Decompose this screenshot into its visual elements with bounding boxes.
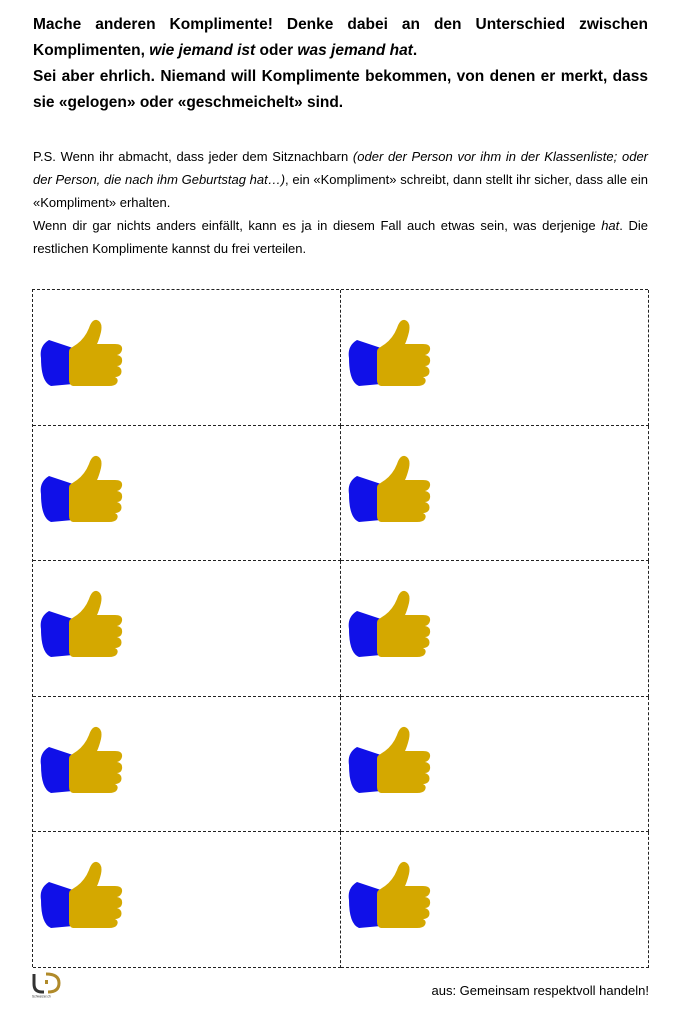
publisher-logo-icon xyxy=(31,972,63,998)
thumbs-up-icon xyxy=(347,589,433,659)
thumbs-up-icon xyxy=(39,860,125,930)
hint-text: Wenn dir gar nichts anders einfällt, kann es ja in diesem Fall auch etwas sein, was derjenige xyxy=(33,218,602,233)
ps-paragraph xyxy=(33,145,648,214)
thumbs-up-icon xyxy=(39,725,125,795)
instruction-text: oder xyxy=(255,42,298,59)
compliment-card xyxy=(33,426,341,562)
compliment-card xyxy=(341,697,649,833)
compliment-card xyxy=(33,697,341,833)
logo-caption: Schweizer.ch xyxy=(32,994,51,998)
instruction-paragraph-2: Sei aber ehrlich. Niemand will Komplimente bekommen, von denen er merkt, dass sie «gelogen» oder «geschmeichelt» sind. xyxy=(33,68,648,111)
thumbs-up-icon xyxy=(39,589,125,659)
hint-text: . Die restlichen Komplimente kannst du frei verteilen. xyxy=(33,218,648,256)
compliment-card xyxy=(341,561,649,697)
thumbs-up-icon xyxy=(347,725,433,795)
instructions xyxy=(33,12,648,116)
compliment-card-grid xyxy=(32,289,648,967)
instruction-emphasis-was: was jemand hat xyxy=(297,42,413,59)
source-credit: aus: Gemeinsam respektvoll handeln! xyxy=(431,983,649,998)
ps-note xyxy=(33,145,648,260)
instruction-text: Mache anderen Komplimente! Denke dabei an den Unterschied zwischen Komplimenten, xyxy=(33,16,648,59)
thumbs-up-icon xyxy=(39,454,125,524)
compliment-card xyxy=(341,290,649,426)
thumbs-up-icon xyxy=(347,454,433,524)
compliment-card xyxy=(33,832,341,968)
instruction-paragraph-1 xyxy=(33,12,648,64)
ps-text: P.S. Wenn ihr abmacht, dass jeder dem Sitznachbarn xyxy=(33,149,353,164)
compliment-card xyxy=(33,290,341,426)
instruction-emphasis-wie: wie jemand ist xyxy=(149,42,256,59)
compliment-card xyxy=(341,426,649,562)
thumbs-up-icon xyxy=(347,318,433,388)
ps-text: , ein «Kompliment» schreibt, dann stellt ihr sicher, dass alle ein «Kompliment» erhalten. xyxy=(33,172,648,210)
compliment-card xyxy=(341,832,649,968)
ps-emphasis: (oder der Person vor ihm in der Klassenliste; oder der Person, die nach ihm Geburtstag hat…) xyxy=(33,149,649,187)
hint-paragraph xyxy=(33,214,648,260)
thumbs-up-icon xyxy=(347,860,433,930)
compliment-card xyxy=(33,561,341,697)
hint-emphasis: hat xyxy=(601,218,620,233)
thumbs-up-icon xyxy=(39,318,125,388)
instruction-text: . xyxy=(412,42,418,59)
